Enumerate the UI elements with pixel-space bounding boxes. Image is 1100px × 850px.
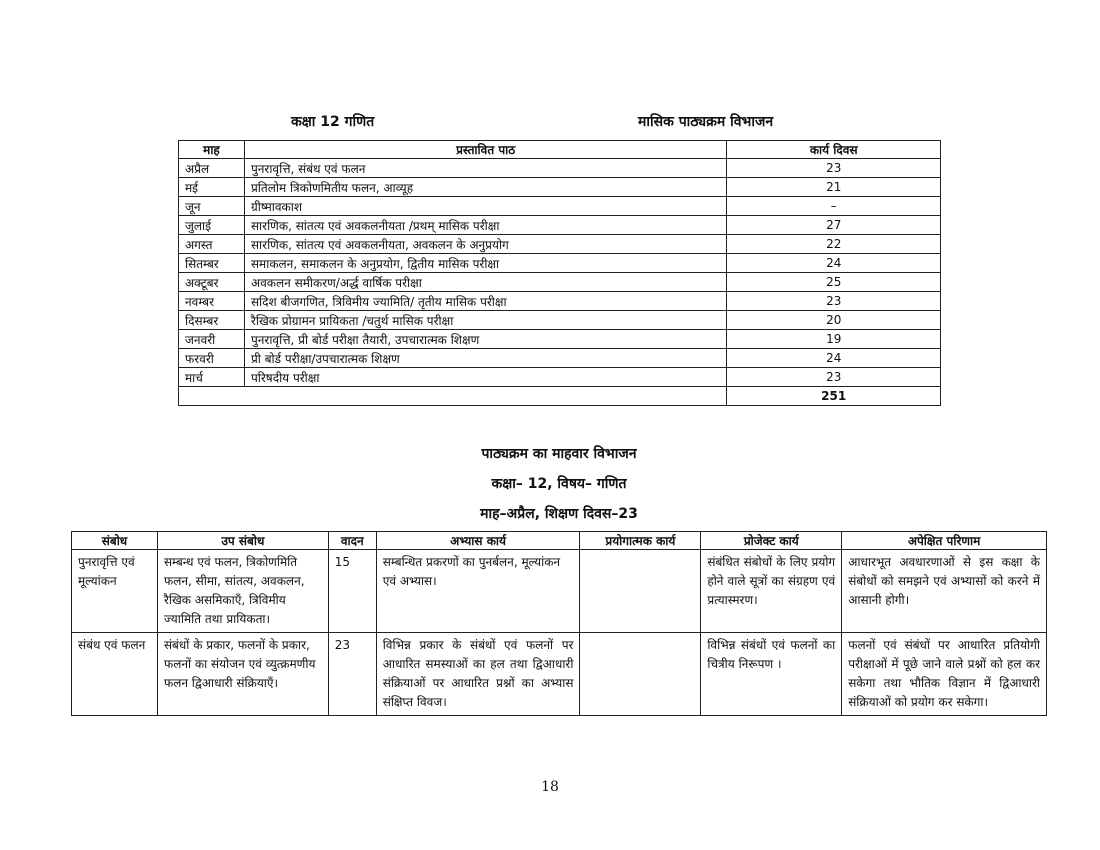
schedule-month: जुलाई [179, 216, 245, 235]
schedule-days: 24 [727, 349, 941, 368]
detail-header-periods: वादन [328, 532, 376, 550]
table-row [179, 349, 941, 368]
table-row [179, 254, 941, 273]
table-row [179, 368, 941, 387]
page-number: 18 [541, 779, 559, 795]
detail-header-outcome: अपेक्षित परिणाम [842, 532, 1047, 550]
detail-concept: पुनरावृत्ति एवं मूल्यांकन [72, 550, 158, 633]
detail-outcome: आधारभूत अवधारणाओं से इस कक्षा के संबोधों को समझने एवं अभ्यासों को करने में आसानी होगी। [842, 550, 1047, 633]
schedule-lesson: प्री बोर्ड परीक्षा/उपचारात्मक शिक्षण [244, 349, 726, 368]
detail-header-experimental: प्रयोगात्मक कार्य [580, 532, 701, 550]
section-subtitle: कक्षा– 12, विषय– गणित [491, 476, 627, 492]
schedule-header-days: कार्य दिवस [727, 141, 941, 159]
detail-header-concept: संबोध [72, 532, 158, 550]
table-row [72, 633, 1047, 716]
section-month-line: माह–अप्रैल, शिक्षण दिवस–23 [480, 506, 638, 522]
table-row [179, 159, 941, 178]
schedule-month: सितम्बर [179, 254, 245, 273]
schedule-days: 23 [727, 159, 941, 178]
schedule-days: 22 [727, 235, 941, 254]
schedule-lesson: प्रतिलोम त्रिकोणमितीय फलन, आव्यूह [244, 178, 726, 197]
table-row [179, 235, 941, 254]
schedule-total-blank [179, 387, 727, 406]
schedule-lesson: सारणिक, सांतत्य एवं अवकलनीयता /प्रथम् मासिक परीक्षा [244, 216, 726, 235]
detail-periods: 15 [328, 550, 376, 633]
detail-practice: सम्बन्धित प्रकरणों का पुनर्बलन, मूल्यांकन एवं अभ्यास। [376, 550, 580, 633]
schedule-month: अगस्त [179, 235, 245, 254]
schedule-month: जनवरी [179, 330, 245, 349]
table-row [179, 330, 941, 349]
schedule-lesson: पुनरावृत्ति, संबंध एवं फलन [244, 159, 726, 178]
schedule-total-row [179, 387, 941, 406]
schedule-days: 23 [727, 292, 941, 311]
schedule-days: 23 [727, 368, 941, 387]
schedule-days: – [727, 197, 941, 216]
schedule-days: 24 [727, 254, 941, 273]
table-row [179, 178, 941, 197]
schedule-month: फरवरी [179, 349, 245, 368]
schedule-lesson: समाकलन, समाकलन के अनुप्रयोग, द्वितीय मासिक परीक्षा [244, 254, 726, 273]
schedule-month: जून [179, 197, 245, 216]
detail-project: विभिन्न संबंधों एवं फलनों का चित्रीय निरूपण । [701, 633, 842, 716]
schedule-days: 20 [727, 311, 941, 330]
detail-subconcept: संबंधों के प्रकार, फलनों के प्रकार, फलनों का संयोजन एवं व्युत्क्रमणीय फलन द्विआधारी संक्रियाएँ। [157, 633, 328, 716]
table-row [179, 311, 941, 330]
detail-header-subconcept: उप संबोध [157, 532, 328, 550]
schedule-days: 25 [727, 273, 941, 292]
schedule-month: अप्रैल [179, 159, 245, 178]
detail-experimental [580, 550, 701, 633]
monthly-division-heading: मासिक पाठ्यक्रम विभाजन [638, 114, 774, 130]
detail-experimental [580, 633, 701, 716]
detail-concept: संबंध एवं फलन [72, 633, 158, 716]
schedule-header-month: माह [179, 141, 245, 159]
schedule-lesson: परिषदीय परीक्षा [244, 368, 726, 387]
schedule-month: मई [179, 178, 245, 197]
schedule-lesson: रैखिक प्रोग्रामन प्रायिकता /चतुर्थ मासिक परीक्षा [244, 311, 726, 330]
detail-periods: 23 [328, 633, 376, 716]
detail-header-practice: अभ्यास कार्य [376, 532, 580, 550]
schedule-month: मार्च [179, 368, 245, 387]
detail-project: संबंधित संबोधों के लिए प्रयोग होने वाले सूत्रों का संग्रहण एवं प्रत्यास्मरण। [701, 550, 842, 633]
schedule-month: दिसम्बर [179, 311, 245, 330]
schedule-header-lesson: प्रस्तावित पाठ [244, 141, 726, 159]
schedule-month: अक्टूबर [179, 273, 245, 292]
schedule-header-row [179, 141, 941, 159]
section-title: पाठ्यक्रम का माहवार विभाजन [481, 446, 637, 462]
class-subject-heading: कक्षा 12 गणित [291, 114, 375, 130]
schedule-lesson: पुनरावृत्ति, प्री बोर्ड परीक्षा तैयारी, उपचारात्मक शिक्षण [244, 330, 726, 349]
schedule-lesson: ग्रीष्मावकाश [244, 197, 726, 216]
table-row [72, 550, 1047, 633]
schedule-month: नवम्बर [179, 292, 245, 311]
schedule-total-days: 251 [727, 387, 941, 406]
schedule-lesson: सदिश बीजगणित, त्रिविमीय ज्यामिति/ तृतीय मासिक परीक्षा [244, 292, 726, 311]
detail-practice: विभिन्न प्रकार के संबंधों एवं फलनों पर आधारित समस्याओं का हल तथा द्विआधारी संक्रियाओं पर आधारित प्रश्नों का अभ्यास संक्षिप्त विवज। [376, 633, 580, 716]
monthly-schedule-table [178, 140, 941, 406]
detail-header-project: प्रोजेक्ट कार्य [701, 532, 842, 550]
schedule-days: 19 [727, 330, 941, 349]
table-row [179, 273, 941, 292]
schedule-days: 21 [727, 178, 941, 197]
schedule-lesson: अवकलन समीकरण/अर्द्ध वार्षिक परीक्षा [244, 273, 726, 292]
monthwise-detail-table [71, 531, 1047, 716]
detail-outcome: फलनों एवं संबंधों पर आधारित प्रतियोगी परीक्षाओं में पूछे जाने वाले प्रश्नों को हल कर सकेगा तथा भौतिक विज्ञान में द्विआधारी संक्रियाओं को प्रयोग कर सकेगा। [842, 633, 1047, 716]
schedule-days: 27 [727, 216, 941, 235]
table-row [179, 292, 941, 311]
schedule-lesson: सारणिक, सांतत्य एवं अवकलनीयता, अवकलन के अनुप्रयोग [244, 235, 726, 254]
table-row [179, 197, 941, 216]
table-row [179, 216, 941, 235]
detail-header-row [72, 532, 1047, 550]
detail-subconcept: सम्बन्ध एवं फलन, त्रिकोणमिति फलन, सीमा, सांतत्य, अवकलन, रैखिक असमिकाएँ, त्रिविमीय ज्यामिति तथा प्रायिकता। [157, 550, 328, 633]
